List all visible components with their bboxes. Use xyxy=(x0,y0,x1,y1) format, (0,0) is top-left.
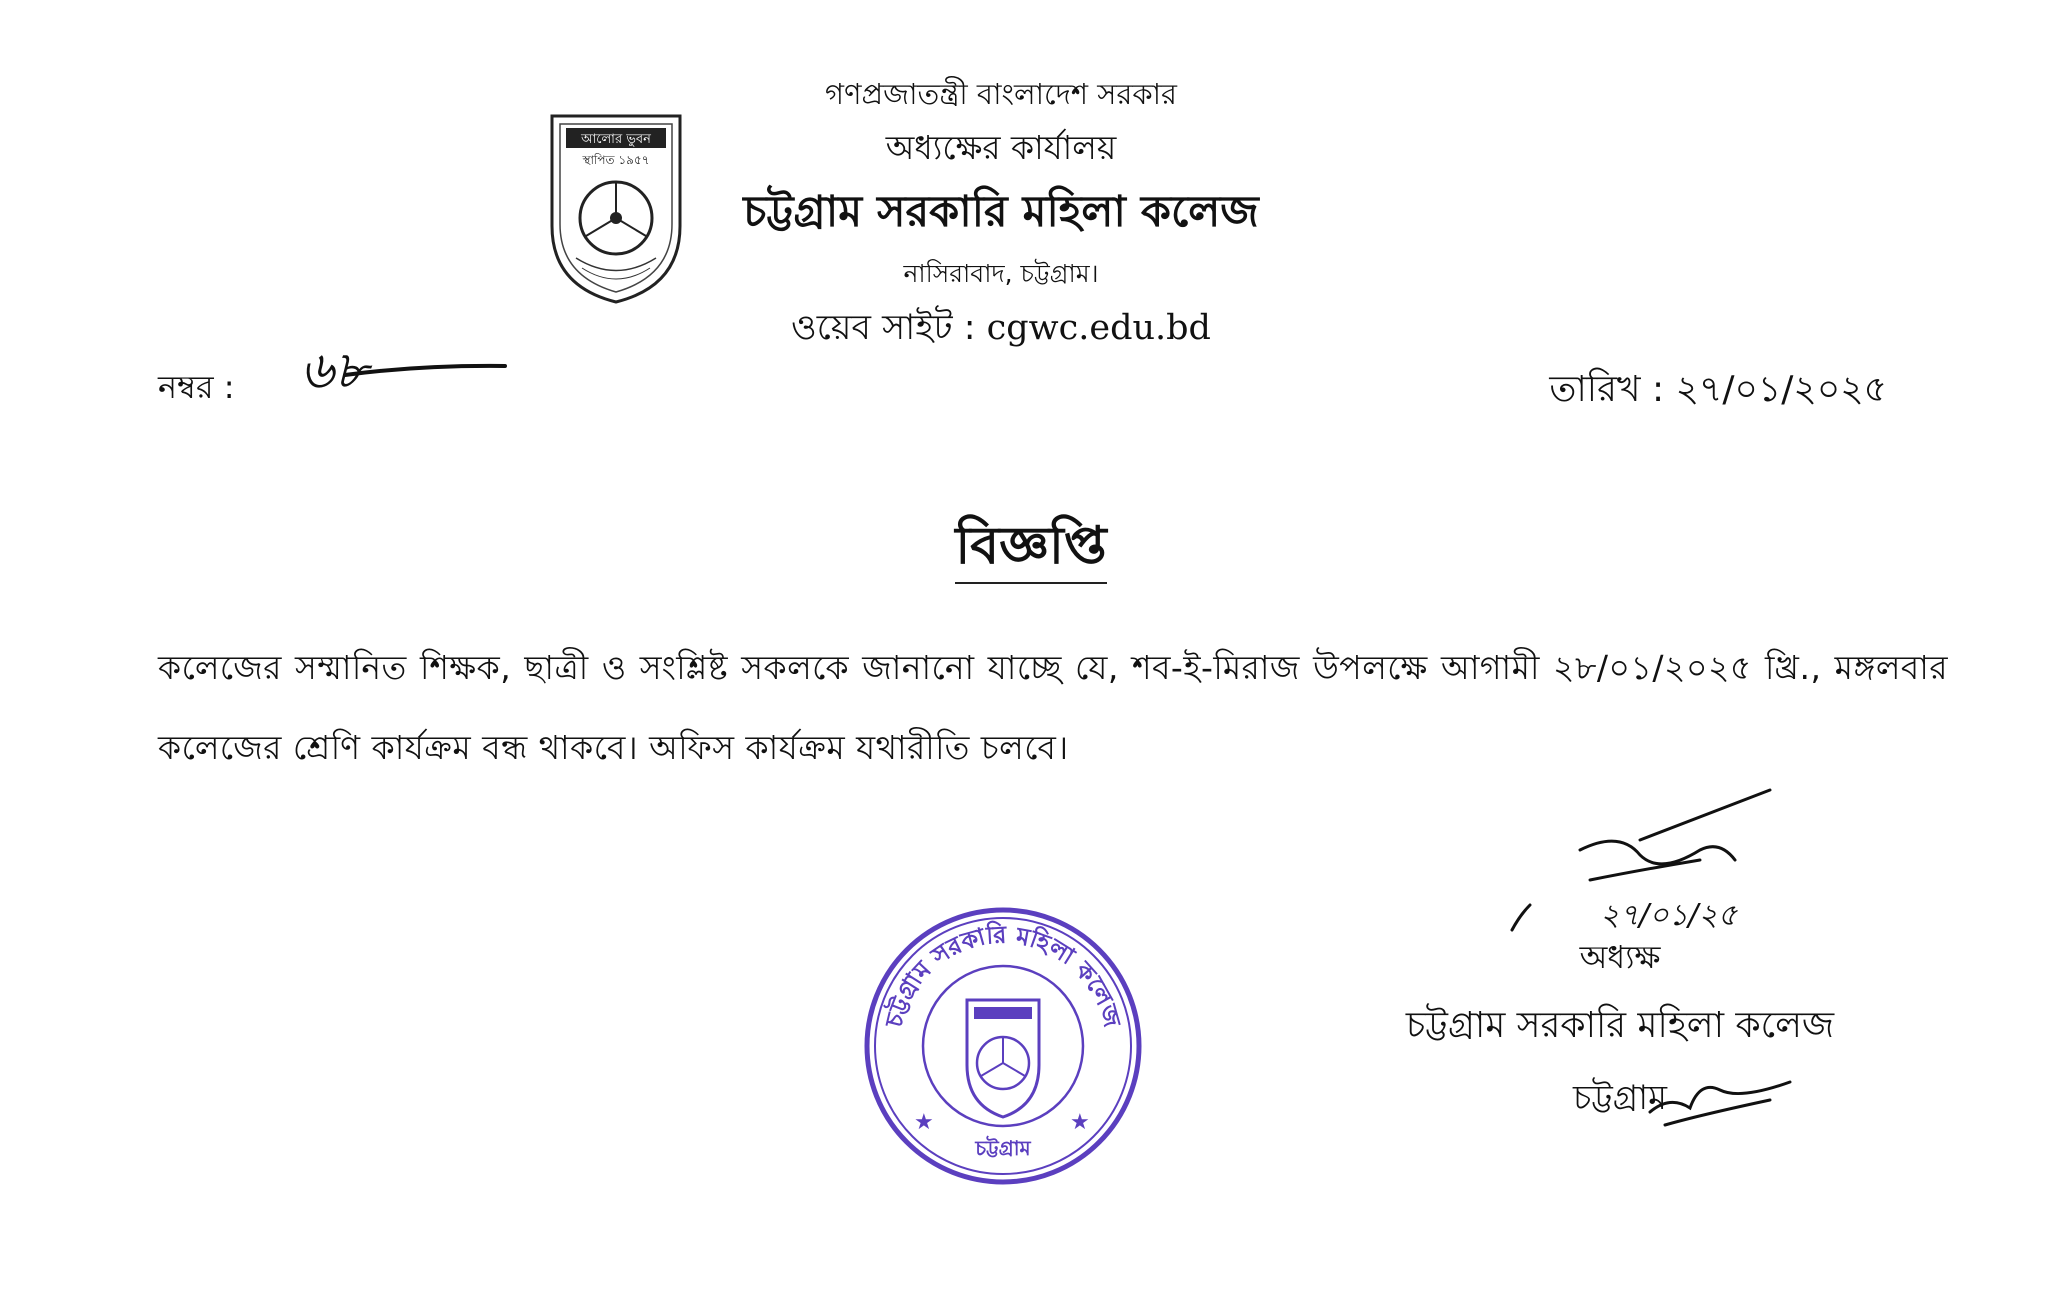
government-title: গণপ্রজাতন্ত্রী বাংলাদেশ সরকার xyxy=(824,77,1178,111)
signature-college: চট্টগ্রাম সরকারি মহিলা কলেজ xyxy=(1405,1005,1835,1046)
college-address: নাসিরাবাদ, চট্টগ্রাম। xyxy=(903,259,1099,288)
notice-body: কলেজের সম্মানিত শিক্ষক, ছাত্রী ও সংশ্লিষ্ট সকলকে জানানো যাচ্ছে যে, শব-ই-মিরাজ উপলক্ষে আগামী ২৮/০১/২০২৫ খ্রি., মঙ্গলবার কলেজের শ্রেণি কার্যক্রম বন্ধ থাকবে। অফিস কার্যক্রম যথারীতি চলবে। xyxy=(158,648,1948,767)
website-line xyxy=(0,300,2032,359)
website-label: ওয়েব সাইট : xyxy=(791,308,976,348)
office-title: অধ্যক্ষের কার্যালয় xyxy=(885,128,1117,167)
seal-star-left-icon: ★ xyxy=(914,1110,934,1135)
signature-city: চট্টগ্রাম xyxy=(1573,1078,1667,1118)
seal-star-right-icon: ★ xyxy=(1070,1110,1090,1135)
memo-date-label: তারিখ : xyxy=(1549,369,1665,410)
principal-signature xyxy=(1512,790,1770,933)
website-url: cgwc.edu.bd xyxy=(986,308,1211,348)
memo-number-label: নম্বর : xyxy=(158,368,235,406)
logo-established-text: স্থাপিত ১৯৫৭ xyxy=(582,153,650,167)
seal-ring-text: চট্টগ্রাম সরকারি মহিলা কলেজ xyxy=(879,920,1127,1030)
signature-role: অধ্যক্ষ xyxy=(1579,938,1661,976)
memo-date-value: ২৭/০১/২০২৫ xyxy=(1675,369,1887,410)
signature-date: ২৭/০১/২৫ xyxy=(1600,898,1738,933)
notice-title xyxy=(0,505,2062,592)
seal-bottom-text: চট্টগ্রাম xyxy=(975,1136,1031,1160)
logo-top-text: আলোর ভুবন xyxy=(581,132,651,147)
memo-date xyxy=(1549,362,1887,422)
memo-number xyxy=(158,362,235,416)
college-name: চট্টগ্রাম সরকারি মহিলা কলেজ xyxy=(743,187,1259,237)
official-seal xyxy=(862,905,1144,1187)
memo-number-value: ৬৮ xyxy=(300,341,368,401)
notice-title-text: বিজ্ঞপ্তি xyxy=(955,516,1106,584)
